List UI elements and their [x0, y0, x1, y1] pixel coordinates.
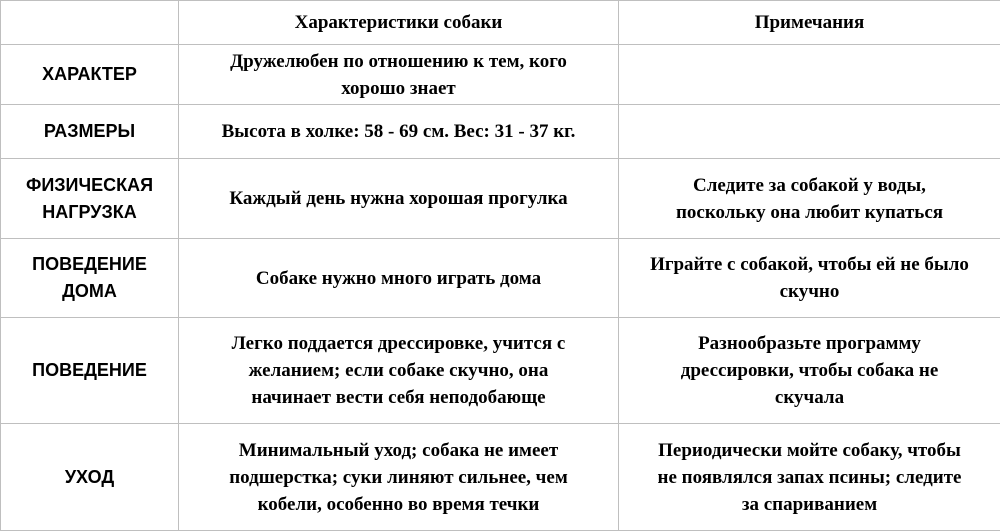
table-row [1, 239, 1000, 318]
table-row [1, 318, 1000, 424]
row-label: ПОВЕДЕНИЕ ДОМА [1, 239, 179, 318]
row-label: ПОВЕДЕНИЕ [1, 318, 179, 424]
row-label: ФИЗИЧЕСКАЯ НАГРУЗКА [1, 159, 179, 239]
row-notes: Следите за собакой у воды, поскольку она любит купаться [619, 159, 1000, 239]
table-row [1, 159, 1000, 239]
table-row [1, 424, 1000, 531]
header-cell-notes: Примечания [619, 1, 1000, 45]
table-header-row [1, 1, 1000, 45]
row-characteristics: Минимальный уход; собака не имеет подшерстка; суки линяют сильнее, чем кобели, особенно во время течки [179, 424, 619, 531]
row-characteristics: Собаке нужно много играть дома [179, 239, 619, 318]
row-notes: Разнообразьте программу дрессировки, чтобы собака не скучала [619, 318, 1000, 424]
row-notes [619, 105, 1000, 159]
header-cell-empty [1, 1, 179, 45]
row-label: РАЗМЕРЫ [1, 105, 179, 159]
row-notes [619, 45, 1000, 105]
row-notes: Периодически мойте собаку, чтобы не появлялся запах псины; следите за спариванием [619, 424, 1000, 531]
row-characteristics: Высота в холке: 58 - 69 см. Вес: 31 - 37 кг. [179, 105, 619, 159]
row-characteristics: Дружелюбен по отношению к тем, кого хорошо знает [179, 45, 619, 105]
row-label: ХАРАКТЕР [1, 45, 179, 105]
table-row [1, 105, 1000, 159]
row-characteristics: Легко поддается дрессировке, учится с желанием; если собаке скучно, она начинает вести себя неподобающе [179, 318, 619, 424]
table-row [1, 45, 1000, 105]
row-characteristics: Каждый день нужна хорошая прогулка [179, 159, 619, 239]
header-cell-characteristics: Характеристики собаки [179, 1, 619, 45]
row-label: УХОД [1, 424, 179, 531]
row-notes: Играйте с собакой, чтобы ей не было скучно [619, 239, 1000, 318]
